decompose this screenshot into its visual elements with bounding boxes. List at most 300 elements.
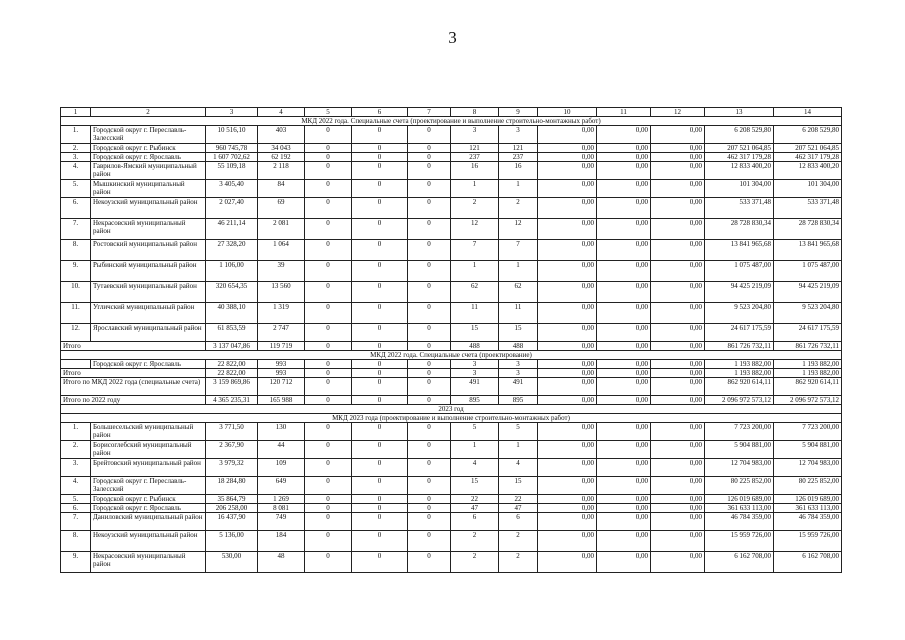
table-cell: 4	[499, 459, 538, 477]
table-cell: 0,00	[597, 459, 651, 477]
table-cell: 0,00	[651, 261, 705, 282]
total-row	[61, 378, 842, 396]
table-cell: 0	[408, 144, 451, 153]
row-number: 1.	[61, 423, 91, 441]
table-cell: 0,00	[597, 342, 651, 351]
table-cell: 0	[305, 342, 352, 351]
table-cell: 0,00	[538, 513, 597, 531]
table-cell: 101 304,00	[774, 180, 842, 198]
table-cell: 0,00	[651, 396, 705, 405]
table-cell: 0	[408, 126, 451, 144]
table-cell: 28 728 830,34	[705, 219, 774, 240]
table-cell: 0	[408, 360, 451, 369]
table-cell: 3	[451, 360, 499, 369]
table-cell: 5 904 881,00	[705, 441, 774, 459]
table-cell: 530,00	[206, 552, 258, 573]
table-cell: 9 523 204,80	[774, 303, 842, 324]
table-cell: 0,00	[651, 180, 705, 198]
table-cell: 0	[352, 126, 408, 144]
column-number: 6	[352, 108, 408, 117]
table-cell: 0	[305, 126, 352, 144]
table-cell: 5	[451, 423, 499, 441]
table-cell: 24 617 175,59	[705, 324, 774, 342]
table-cell: 0,00	[538, 324, 597, 342]
column-number-row	[61, 108, 842, 117]
table-cell: 0	[408, 441, 451, 459]
table-cell: 15	[499, 324, 538, 342]
table-cell: 0	[408, 513, 451, 531]
table-cell: 12 833 400,20	[705, 162, 774, 180]
table-cell: 22 822,00	[206, 369, 258, 378]
table-row	[61, 282, 842, 303]
table-cell: 120 712	[258, 378, 305, 396]
table-cell: 237	[451, 153, 499, 162]
table-cell: 0,00	[597, 153, 651, 162]
table-cell: 2	[451, 198, 499, 219]
table-cell: 46 211,14	[206, 219, 258, 240]
table-cell: 1 064	[258, 240, 305, 261]
table-cell: 361 633 113,00	[705, 504, 774, 513]
table-cell: 0	[305, 552, 352, 573]
municipality-name: Угличский муниципальный район	[91, 303, 206, 324]
table-cell: 119 719	[258, 342, 305, 351]
row-number: 6.	[61, 198, 91, 219]
table-cell: 0,00	[651, 162, 705, 180]
table-row	[61, 162, 842, 180]
table-cell: 207 521 064,85	[705, 144, 774, 153]
municipality-name: Некоузский муниципальный район	[91, 531, 206, 552]
municipality-name: Большесельский муниципальный район	[91, 423, 206, 441]
row-number: 5.	[61, 180, 91, 198]
table-row	[61, 126, 842, 144]
table-cell: 0,00	[597, 240, 651, 261]
table-cell: 0	[352, 369, 408, 378]
table-cell: 0	[305, 324, 352, 342]
table-cell: 0,00	[651, 378, 705, 396]
table-cell: 84	[258, 180, 305, 198]
table-cell: 533 371,48	[705, 198, 774, 219]
table-cell: 0	[352, 303, 408, 324]
table-cell: 0,00	[597, 369, 651, 378]
table-cell: 0	[408, 219, 451, 240]
table-cell: 0,00	[597, 396, 651, 405]
table-row	[61, 324, 842, 342]
row-number: 9.	[61, 552, 91, 573]
table-cell: 533 371,48	[774, 198, 842, 219]
table-row	[61, 495, 842, 504]
table-cell: 69	[258, 198, 305, 219]
table-cell: 0,00	[651, 513, 705, 531]
table-cell: 0	[305, 459, 352, 477]
table-cell: 7 723 200,00	[705, 423, 774, 441]
table-cell: 1 193 882,00	[774, 369, 842, 378]
table-cell: 0	[305, 378, 352, 396]
table-cell: 10 516,10	[206, 126, 258, 144]
table-cell: 94 425 219,09	[705, 282, 774, 303]
table-cell: 2	[499, 198, 538, 219]
table-cell: 0,00	[597, 282, 651, 303]
table-row	[61, 441, 842, 459]
table-cell: 3	[451, 126, 499, 144]
table-cell: 0,00	[651, 360, 705, 369]
table-cell: 0,00	[538, 360, 597, 369]
row-number: 4.	[61, 162, 91, 180]
table-cell: 1	[451, 180, 499, 198]
table-cell: 0	[305, 162, 352, 180]
table-cell: 1	[499, 180, 538, 198]
column-number: 12	[651, 108, 705, 117]
table-cell: 0	[305, 423, 352, 441]
municipality-name: Даниловский муниципальный район	[91, 513, 206, 531]
table-cell: 0,00	[651, 240, 705, 261]
table-cell: 0	[408, 459, 451, 477]
table-cell: 3 159 869,86	[206, 378, 258, 396]
table-row	[61, 303, 842, 324]
row-number: 6.	[61, 504, 91, 513]
table-cell: 0	[352, 144, 408, 153]
table-cell: 0	[305, 144, 352, 153]
table-cell: 0,00	[538, 126, 597, 144]
table-cell: 0	[352, 342, 408, 351]
municipality-name: Ростовский муниципальный район	[91, 240, 206, 261]
table-cell: 46 784 359,00	[705, 513, 774, 531]
table-cell: 0,00	[597, 504, 651, 513]
table-cell: 491	[451, 378, 499, 396]
column-number: 2	[91, 108, 206, 117]
table-cell: 2 081	[258, 219, 305, 240]
table-cell: 403	[258, 126, 305, 144]
table-cell: 7	[451, 240, 499, 261]
table-cell: 126 019 689,00	[705, 495, 774, 504]
table-cell: 488	[499, 342, 538, 351]
table-cell: 3 979,32	[206, 459, 258, 477]
table-cell: 0,00	[651, 342, 705, 351]
table-cell: 0	[305, 198, 352, 219]
table-cell: 15	[451, 477, 499, 495]
table-row	[61, 153, 842, 162]
table-cell: 0	[352, 240, 408, 261]
table-cell: 1	[499, 261, 538, 282]
table-cell: 0,00	[651, 423, 705, 441]
section-title: 2023 год	[61, 405, 842, 414]
table-cell: 1 319	[258, 303, 305, 324]
table-cell: 22 822,00	[206, 360, 258, 369]
table-cell: 0,00	[651, 459, 705, 477]
table-cell: 0	[305, 282, 352, 303]
section-title: МКД 2023 года (проектирование и выполнение строительно-монтажных работ)	[61, 414, 842, 423]
table-cell: 9 523 204,80	[705, 303, 774, 324]
table-cell: 0,00	[651, 531, 705, 552]
municipality-name: Гаврилов-Ямский муниципальный район	[91, 162, 206, 180]
table-cell: 44	[258, 441, 305, 459]
column-number: 5	[305, 108, 352, 117]
table-cell: 0	[305, 504, 352, 513]
section-title: МКД 2022 года. Специальные счета (проектирование)	[61, 351, 842, 360]
table-cell: 0,00	[651, 552, 705, 573]
table-cell: 94 425 219,09	[774, 282, 842, 303]
table-cell: 13 841 965,68	[705, 240, 774, 261]
table-cell: 0,00	[597, 180, 651, 198]
table-cell: 4 365 235,31	[206, 396, 258, 405]
row-number: 11.	[61, 303, 91, 324]
table-cell: 0	[352, 360, 408, 369]
table-cell: 2	[451, 552, 499, 573]
table-cell: 0,00	[538, 441, 597, 459]
column-number: 1	[61, 108, 91, 117]
table-cell: 0,00	[597, 126, 651, 144]
table-cell: 40 388,10	[206, 303, 258, 324]
table-cell: 62	[499, 282, 538, 303]
table-cell: 0,00	[597, 261, 651, 282]
table-cell: 491	[499, 378, 538, 396]
table-cell: 16 437,90	[206, 513, 258, 531]
table-row	[61, 513, 842, 531]
table-cell: 0	[305, 531, 352, 552]
table-cell: 0,00	[538, 342, 597, 351]
municipality-name: Городской округ г. Переславль-Залесский	[91, 126, 206, 144]
table-cell: 0,00	[538, 162, 597, 180]
table-row	[61, 240, 842, 261]
table-cell: 0,00	[538, 477, 597, 495]
table-cell: 0	[305, 495, 352, 504]
municipality-name: Городской округ г. Ярославль	[91, 360, 206, 369]
municipality-name: Городской округ г. Ярославль	[91, 504, 206, 513]
table-cell: 13 841 965,68	[774, 240, 842, 261]
table-cell: 62 192	[258, 153, 305, 162]
table-cell: 11	[451, 303, 499, 324]
table-cell: 0,00	[651, 198, 705, 219]
table-cell: 55 109,18	[206, 162, 258, 180]
municipality-name: Брейтовский муниципальный район	[91, 459, 206, 477]
table-cell: 862 920 614,11	[774, 378, 842, 396]
row-number: 3.	[61, 459, 91, 477]
table-row	[61, 423, 842, 441]
table-row	[61, 360, 842, 369]
table-cell: 2 747	[258, 324, 305, 342]
table-cell: 0,00	[651, 441, 705, 459]
table-cell: 0	[352, 324, 408, 342]
table-cell: 0,00	[538, 369, 597, 378]
row-number: 5.	[61, 495, 91, 504]
table-cell: 0,00	[597, 324, 651, 342]
table-cell: 0	[305, 360, 352, 369]
table-cell: 61 853,59	[206, 324, 258, 342]
row-number: 8.	[61, 531, 91, 552]
table-cell: 0	[352, 396, 408, 405]
total-row	[61, 396, 842, 405]
table-cell: 462 317 179,28	[705, 153, 774, 162]
column-number: 13	[705, 108, 774, 117]
section-header-row	[61, 351, 842, 360]
table-row	[61, 219, 842, 240]
table-cell: 361 633 113,00	[774, 504, 842, 513]
table-body	[61, 108, 842, 573]
table-cell: 0,00	[597, 162, 651, 180]
table-cell: 12 704 983,00	[774, 459, 842, 477]
table-cell: 15 959 726,00	[705, 531, 774, 552]
table-cell: 0	[352, 504, 408, 513]
column-number: 3	[206, 108, 258, 117]
table-cell: 12 833 400,20	[774, 162, 842, 180]
table-cell: 46 784 359,00	[774, 513, 842, 531]
total-label: Итого по 2022 году	[61, 396, 206, 405]
table-cell: 0	[352, 552, 408, 573]
table-cell: 13 560	[258, 282, 305, 303]
table-cell: 0,00	[651, 495, 705, 504]
table-cell: 0	[408, 282, 451, 303]
table-cell: 47	[499, 504, 538, 513]
table-cell: 1 075 487,00	[705, 261, 774, 282]
column-number: 10	[538, 108, 597, 117]
table-cell: 0	[408, 342, 451, 351]
total-row	[61, 369, 842, 378]
table-cell: 5 136,00	[206, 531, 258, 552]
table-cell: 0	[408, 423, 451, 441]
column-number: 14	[774, 108, 842, 117]
column-number: 11	[597, 108, 651, 117]
table-cell: 0	[408, 504, 451, 513]
table-cell: 165 988	[258, 396, 305, 405]
table-cell: 0,00	[538, 144, 597, 153]
table-cell: 3 771,50	[206, 423, 258, 441]
table-cell: 2	[499, 531, 538, 552]
municipality-name: Ярославский муниципальный район	[91, 324, 206, 342]
table-cell: 121	[451, 144, 499, 153]
table-cell: 6	[499, 513, 538, 531]
table-cell: 0,00	[597, 303, 651, 324]
table-cell: 2 367,90	[206, 441, 258, 459]
table-cell: 861 726 732,11	[705, 342, 774, 351]
table-cell: 0	[352, 513, 408, 531]
table-cell: 130	[258, 423, 305, 441]
table-cell: 0	[305, 441, 352, 459]
table-cell: 993	[258, 360, 305, 369]
page-number: 3	[448, 28, 457, 47]
table-cell: 0	[352, 423, 408, 441]
column-number: 7	[408, 108, 451, 117]
table-cell: 0,00	[538, 219, 597, 240]
section-header-row	[61, 117, 842, 126]
table-cell: 1 106,00	[206, 261, 258, 282]
table-cell: 121	[499, 144, 538, 153]
table-cell: 0,00	[651, 282, 705, 303]
table-cell: 0	[352, 261, 408, 282]
table-cell: 0,00	[538, 261, 597, 282]
table-cell: 7	[499, 240, 538, 261]
table-cell: 0	[305, 261, 352, 282]
table-cell: 2	[451, 531, 499, 552]
row-number	[61, 360, 91, 369]
table-cell: 184	[258, 531, 305, 552]
total-row	[61, 342, 842, 351]
table-cell: 5 904 881,00	[774, 441, 842, 459]
table-cell: 1 193 882,00	[774, 360, 842, 369]
table-cell: 0	[408, 261, 451, 282]
table-cell: 0,00	[651, 144, 705, 153]
table-cell: 0,00	[597, 495, 651, 504]
table-cell: 8 081	[258, 504, 305, 513]
table-cell: 39	[258, 261, 305, 282]
table-cell: 2 096 972 573,12	[705, 396, 774, 405]
table-cell: 895	[499, 396, 538, 405]
table-cell: 0,00	[538, 531, 597, 552]
table-cell: 28 728 830,34	[774, 219, 842, 240]
table-row	[61, 531, 842, 552]
table-cell: 2 096 972 573,12	[774, 396, 842, 405]
table-cell: 3 137 047,86	[206, 342, 258, 351]
table-cell: 6 162 708,00	[774, 552, 842, 573]
table-cell: 6 208 529,80	[705, 126, 774, 144]
table-cell: 206 258,00	[206, 504, 258, 513]
table-cell: 0,00	[538, 378, 597, 396]
row-number: 9.	[61, 261, 91, 282]
table-cell: 12	[499, 219, 538, 240]
table-cell: 0	[305, 219, 352, 240]
municipality-name: Тутаевский муниципальный район	[91, 282, 206, 303]
table-cell: 0,00	[538, 198, 597, 219]
row-number: 4.	[61, 477, 91, 495]
table-cell: 0	[408, 552, 451, 573]
table-cell: 0	[305, 477, 352, 495]
table-cell: 0,00	[597, 219, 651, 240]
table-cell: 0	[352, 180, 408, 198]
table-cell: 0,00	[538, 423, 597, 441]
table-cell: 0,00	[651, 219, 705, 240]
table-cell: 48	[258, 552, 305, 573]
table-cell: 1 607 702,62	[206, 153, 258, 162]
row-number: 3.	[61, 153, 91, 162]
table-cell: 462 317 179,28	[774, 153, 842, 162]
table-cell: 0,00	[597, 513, 651, 531]
table-cell: 2 027,40	[206, 198, 258, 219]
table-cell: 47	[451, 504, 499, 513]
table-cell: 1 269	[258, 495, 305, 504]
table-row	[61, 552, 842, 573]
budget-table	[60, 107, 842, 573]
table-cell: 0	[305, 153, 352, 162]
column-number: 4	[258, 108, 305, 117]
table-cell: 0	[352, 219, 408, 240]
table-cell: 0,00	[651, 369, 705, 378]
table-cell: 3	[499, 360, 538, 369]
table-row	[61, 477, 842, 495]
table-cell: 1	[451, 261, 499, 282]
table-cell: 126 019 689,00	[774, 495, 842, 504]
table-cell: 0,00	[597, 552, 651, 573]
table-cell: 16	[499, 162, 538, 180]
table-cell: 0,00	[538, 552, 597, 573]
municipality-name: Городской округ г. Переславль-Залесский	[91, 477, 206, 495]
table-cell: 0	[408, 477, 451, 495]
table-cell: 0,00	[651, 153, 705, 162]
table-cell: 0	[352, 282, 408, 303]
municipality-name: Некрасовский муниципальный район	[91, 552, 206, 573]
table-cell: 0	[408, 240, 451, 261]
table-cell: 0,00	[538, 459, 597, 477]
table-cell: 3 405,40	[206, 180, 258, 198]
municipality-name: Городской округ г. Ярославль	[91, 153, 206, 162]
table-cell: 0	[408, 324, 451, 342]
table-cell: 649	[258, 477, 305, 495]
table-cell: 0	[408, 303, 451, 324]
table-cell: 0,00	[538, 303, 597, 324]
table-row	[61, 144, 842, 153]
table-cell: 0	[305, 513, 352, 531]
table-row	[61, 459, 842, 477]
table-cell: 0	[408, 162, 451, 180]
table-cell: 0,00	[538, 282, 597, 303]
table-cell: 0	[352, 378, 408, 396]
